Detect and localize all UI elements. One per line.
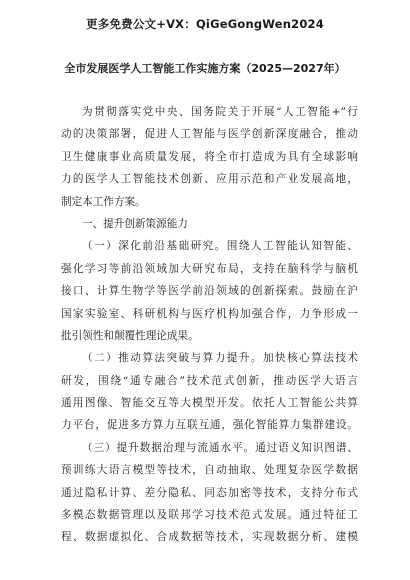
paragraph-line: 力平台，促进多方算力互联互通，强化智能算力集群建设。	[61, 419, 358, 432]
promo-header: 更多免费公文+VX：QiGeGongWen2024	[86, 17, 324, 31]
document-body	[61, 101, 358, 549]
paragraph-line: 动的决策部署，促进人工智能与医学创新深度融合，推动	[61, 128, 358, 141]
paragraph-line: 程、数据虚拟化、合成数据等技术，实现数据分析、建模	[61, 531, 358, 544]
paragraph-line: 批引领性和颠覆性理论成果。	[61, 329, 199, 342]
paragraph-line: 通用图像、智能交互等大模型开发。依托人工智能公共算	[61, 397, 358, 410]
paragraph-line: 研发，围绕“通专融合”技术范式创新，推动医学大语言	[61, 374, 358, 387]
paragraph-line: 强化学习等前沿领域加大研究布局，支持在脑科学与脑机	[61, 262, 358, 275]
section-heading: 一、提升创新策源能力	[82, 217, 188, 230]
paragraph-line: （三）提升数据治理与流通水平。通过语义知识图谱、	[82, 441, 358, 454]
paragraph-line: （一）深化前沿基础研究。围绕人工智能认知智能、	[82, 240, 358, 253]
paragraph-line: 制定本工作方案。	[61, 195, 146, 208]
paragraph-line: 预训练大语言模型等技术，自动抽取、处理复杂医学数据	[61, 464, 358, 477]
paragraph-line: （二）推动算法突破与算力提升。加快核心算法技术	[82, 352, 358, 365]
paragraph-line: 接口、计算生物学等医学前沿领域的创新探索。鼓励在沪	[61, 285, 358, 298]
paragraph-line: 卫生健康事业高质量发展，将全市打造成为具有全球影响	[61, 150, 358, 163]
document-title: 全市发展医学人工智能工作实施方案（2025—2027年）	[64, 62, 346, 75]
paragraph-line: 国家实验室、科研机构与医疗机构加强合作，力争形成一	[61, 307, 358, 320]
paragraph-line: 通过隐私计算、差分隐私、同态加密等技术，支持分布式	[61, 486, 358, 499]
paragraph-line: 多模态数据管理以及联邦学习技术范式发展。通过特征工	[61, 509, 358, 522]
paragraph-line: 力的医学人工智能技术创新、应用示范和产业发展高地，	[61, 173, 358, 186]
paragraph-line: 为贯彻落实党中央、国务院关于开展“人工智能+”行	[82, 106, 358, 118]
